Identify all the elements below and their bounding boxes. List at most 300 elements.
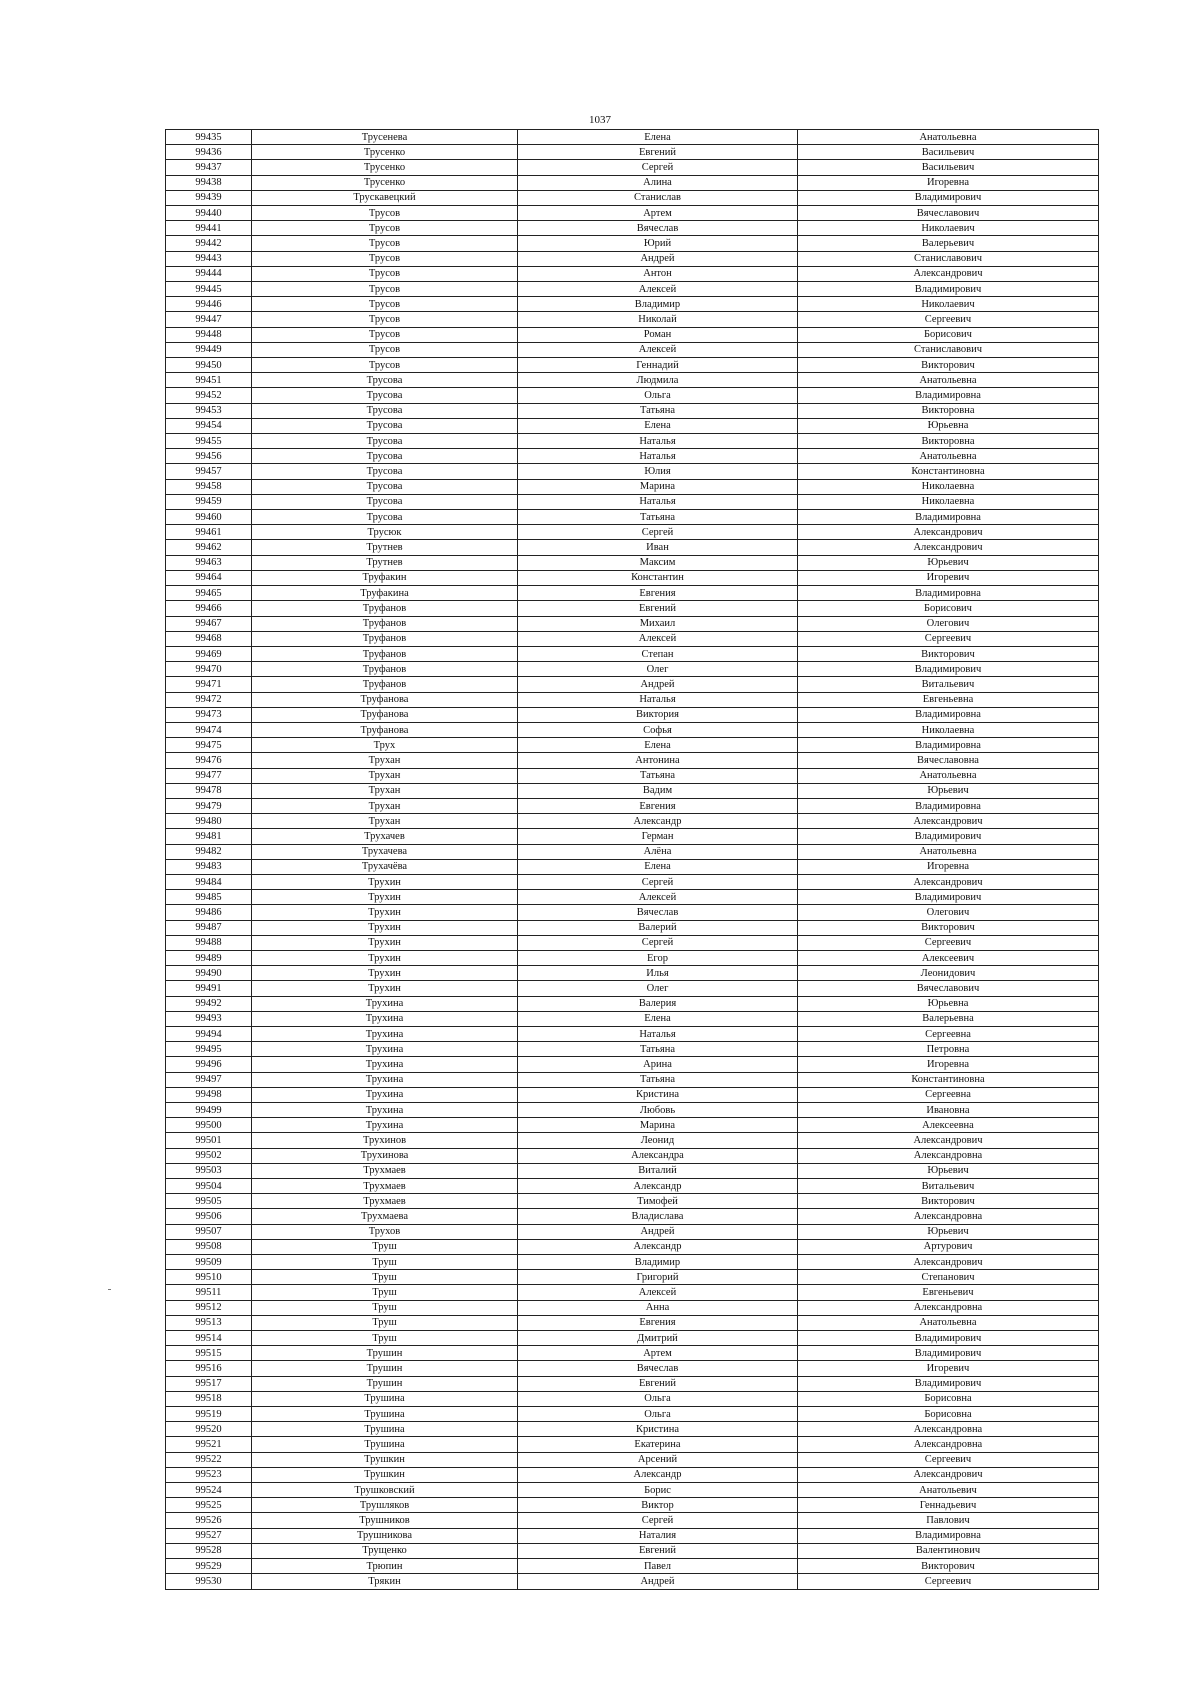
patronymic-cell: Викторович <box>798 1559 1099 1574</box>
last-name-cell: Трухачёва <box>252 859 518 874</box>
last-name-cell: Труш <box>252 1331 518 1346</box>
last-name-cell: Трусова <box>252 373 518 388</box>
first-name-cell: Станислав <box>518 190 798 205</box>
last-name-cell: Трухмаев <box>252 1163 518 1178</box>
patronymic-cell: Анатольевна <box>798 768 1099 783</box>
patronymic-cell: Анатольевич <box>798 1483 1099 1498</box>
record-number-cell: 99520 <box>166 1422 252 1437</box>
last-name-cell: Трухан <box>252 814 518 829</box>
first-name-cell: Кристина <box>518 1422 798 1437</box>
table-row <box>166 1483 1099 1498</box>
scan-speck <box>108 1289 111 1290</box>
first-name-cell: Андрей <box>518 1574 798 1589</box>
first-name-cell: Юрий <box>518 236 798 251</box>
first-name-cell: Владислава <box>518 1209 798 1224</box>
table-row <box>166 1300 1099 1315</box>
table-row <box>166 236 1099 251</box>
table-row <box>166 1315 1099 1330</box>
record-number-cell: 99492 <box>166 996 252 1011</box>
first-name-cell: Михаил <box>518 616 798 631</box>
last-name-cell: Труфанова <box>252 707 518 722</box>
last-name-cell: Трухин <box>252 981 518 996</box>
patronymic-cell: Валерьевна <box>798 1011 1099 1026</box>
first-name-cell: Владимир <box>518 1255 798 1270</box>
first-name-cell: Евгений <box>518 145 798 160</box>
first-name-cell: Наталья <box>518 1026 798 1041</box>
first-name-cell: Валерия <box>518 996 798 1011</box>
table-row <box>166 327 1099 342</box>
last-name-cell: Трусенко <box>252 175 518 190</box>
table-row <box>166 130 1099 145</box>
record-number-cell: 99494 <box>166 1026 252 1041</box>
last-name-cell: Трухмаев <box>252 1194 518 1209</box>
record-number-cell: 99514 <box>166 1331 252 1346</box>
last-name-cell: Трушин <box>252 1361 518 1376</box>
table-row <box>166 905 1099 920</box>
record-number-cell: 99438 <box>166 175 252 190</box>
table-row <box>166 1361 1099 1376</box>
record-number-cell: 99453 <box>166 403 252 418</box>
patronymic-cell: Сергеевич <box>798 312 1099 327</box>
table-row <box>166 1498 1099 1513</box>
table-row <box>166 1255 1099 1270</box>
patronymic-cell: Сергеевна <box>798 1026 1099 1041</box>
table-row <box>166 966 1099 981</box>
last-name-cell: Труфанов <box>252 601 518 616</box>
record-number-cell: 99496 <box>166 1057 252 1072</box>
table-row <box>166 1513 1099 1528</box>
table-row <box>166 510 1099 525</box>
record-number-cell: 99445 <box>166 282 252 297</box>
last-name-cell: Трухин <box>252 890 518 905</box>
table-row <box>166 1209 1099 1224</box>
record-number-cell: 99466 <box>166 601 252 616</box>
last-name-cell: Трухан <box>252 798 518 813</box>
table-row <box>166 373 1099 388</box>
table-row <box>166 1346 1099 1361</box>
patronymic-cell: Васильевич <box>798 145 1099 160</box>
table-row <box>166 494 1099 509</box>
table-row <box>166 434 1099 449</box>
patronymic-cell: Александрович <box>798 1467 1099 1482</box>
first-name-cell: Сергей <box>518 160 798 175</box>
record-number-cell: 99513 <box>166 1315 252 1330</box>
table-row <box>166 403 1099 418</box>
record-number-cell: 99459 <box>166 494 252 509</box>
last-name-cell: Трухинова <box>252 1148 518 1163</box>
last-name-cell: Трухина <box>252 1087 518 1102</box>
last-name-cell: Трякин <box>252 1574 518 1589</box>
last-name-cell: Трухина <box>252 1103 518 1118</box>
record-number-cell: 99517 <box>166 1376 252 1391</box>
table-row <box>166 1331 1099 1346</box>
patronymic-cell: Анатольевна <box>798 373 1099 388</box>
patronymic-cell: Владимирович <box>798 829 1099 844</box>
record-number-cell: 99522 <box>166 1452 252 1467</box>
record-number-cell: 99447 <box>166 312 252 327</box>
patronymic-cell: Владимировна <box>798 586 1099 601</box>
patronymic-cell: Сергеевич <box>798 1574 1099 1589</box>
patronymic-cell: Александрович <box>798 1255 1099 1270</box>
first-name-cell: Алексей <box>518 342 798 357</box>
first-name-cell: Александр <box>518 1239 798 1254</box>
first-name-cell: Олег <box>518 662 798 677</box>
patronymic-cell: Витальевич <box>798 1179 1099 1194</box>
patronymic-cell: Николаевич <box>798 221 1099 236</box>
last-name-cell: Труфанов <box>252 677 518 692</box>
record-number-cell: 99463 <box>166 555 252 570</box>
record-number-cell: 99521 <box>166 1437 252 1452</box>
patronymic-cell: Викторовна <box>798 434 1099 449</box>
patronymic-cell: Олегович <box>798 616 1099 631</box>
first-name-cell: Артем <box>518 1346 798 1361</box>
first-name-cell: Арсений <box>518 1452 798 1467</box>
record-number-cell: 99465 <box>166 586 252 601</box>
table-row <box>166 1452 1099 1467</box>
record-number-cell: 99516 <box>166 1361 252 1376</box>
table-row <box>166 996 1099 1011</box>
table-row <box>166 251 1099 266</box>
last-name-cell: Трухина <box>252 1042 518 1057</box>
patronymic-cell: Валентинович <box>798 1543 1099 1558</box>
table-row <box>166 1574 1099 1589</box>
patronymic-cell: Станиславович <box>798 342 1099 357</box>
first-name-cell: Екатерина <box>518 1437 798 1452</box>
last-name-cell: Трусов <box>252 282 518 297</box>
patronymic-cell: Александровна <box>798 1422 1099 1437</box>
first-name-cell: Андрей <box>518 677 798 692</box>
record-number-cell: 99489 <box>166 950 252 965</box>
first-name-cell: Евгений <box>518 1543 798 1558</box>
patronymic-cell: Сергеевич <box>798 935 1099 950</box>
table-row <box>166 768 1099 783</box>
patronymic-cell: Александровна <box>798 1209 1099 1224</box>
last-name-cell: Трусов <box>252 206 518 221</box>
table-row <box>166 890 1099 905</box>
table-row <box>166 874 1099 889</box>
table-row <box>166 570 1099 585</box>
patronymic-cell: Сергеевич <box>798 1452 1099 1467</box>
record-number-cell: 99505 <box>166 1194 252 1209</box>
patronymic-cell: Юрьевна <box>798 996 1099 1011</box>
first-name-cell: Татьяна <box>518 768 798 783</box>
patronymic-cell: Николаевна <box>798 479 1099 494</box>
last-name-cell: Трухин <box>252 966 518 981</box>
patronymic-cell: Борисовна <box>798 1407 1099 1422</box>
record-number-cell: 99472 <box>166 692 252 707</box>
table-row <box>166 707 1099 722</box>
patronymic-cell: Петровна <box>798 1042 1099 1057</box>
last-name-cell: Трущенко <box>252 1543 518 1558</box>
record-number-cell: 99477 <box>166 768 252 783</box>
last-name-cell: Трусенко <box>252 145 518 160</box>
last-name-cell: Трушникова <box>252 1528 518 1543</box>
first-name-cell: Ольга <box>518 1391 798 1406</box>
patronymic-cell: Юрьевич <box>798 555 1099 570</box>
last-name-cell: Трухин <box>252 920 518 935</box>
first-name-cell: Сергей <box>518 874 798 889</box>
record-number-cell: 99479 <box>166 798 252 813</box>
table-row <box>166 1224 1099 1239</box>
patronymic-cell: Владимировна <box>798 510 1099 525</box>
last-name-cell: Трушина <box>252 1437 518 1452</box>
first-name-cell: Юлия <box>518 464 798 479</box>
record-number-cell: 99515 <box>166 1346 252 1361</box>
first-name-cell: Тимофей <box>518 1194 798 1209</box>
first-name-cell: Иван <box>518 540 798 555</box>
first-name-cell: Евгения <box>518 1315 798 1330</box>
first-name-cell: Евгения <box>518 798 798 813</box>
table-row <box>166 1087 1099 1102</box>
first-name-cell: Константин <box>518 570 798 585</box>
last-name-cell: Трухан <box>252 768 518 783</box>
patronymic-cell: Юрьевич <box>798 783 1099 798</box>
registry-table <box>165 129 1099 1590</box>
record-number-cell: 99451 <box>166 373 252 388</box>
record-number-cell: 99446 <box>166 297 252 312</box>
first-name-cell: Марина <box>518 1118 798 1133</box>
last-name-cell: Трухмаев <box>252 1179 518 1194</box>
last-name-cell: Трухмаева <box>252 1209 518 1224</box>
first-name-cell: Олег <box>518 981 798 996</box>
first-name-cell: Леонид <box>518 1133 798 1148</box>
first-name-cell: Евгений <box>518 1376 798 1391</box>
first-name-cell: Софья <box>518 722 798 737</box>
last-name-cell: Трусов <box>252 266 518 281</box>
first-name-cell: Алексей <box>518 631 798 646</box>
first-name-cell: Антонина <box>518 753 798 768</box>
record-number-cell: 99509 <box>166 1255 252 1270</box>
first-name-cell: Сергей <box>518 935 798 950</box>
table-row <box>166 1422 1099 1437</box>
last-name-cell: Трусенева <box>252 130 518 145</box>
record-number-cell: 99443 <box>166 251 252 266</box>
table-row <box>166 1057 1099 1072</box>
first-name-cell: Евгения <box>518 586 798 601</box>
first-name-cell: Татьяна <box>518 510 798 525</box>
record-number-cell: 99483 <box>166 859 252 874</box>
patronymic-cell: Павлович <box>798 1513 1099 1528</box>
table-row <box>166 646 1099 661</box>
record-number-cell: 99498 <box>166 1087 252 1102</box>
patronymic-cell: Владимирович <box>798 1376 1099 1391</box>
record-number-cell: 99450 <box>166 358 252 373</box>
table-row <box>166 1376 1099 1391</box>
record-number-cell: 99511 <box>166 1285 252 1300</box>
patronymic-cell: Юрьевич <box>798 1224 1099 1239</box>
record-number-cell: 99469 <box>166 646 252 661</box>
last-name-cell: Трухинов <box>252 1133 518 1148</box>
last-name-cell: Труфанова <box>252 692 518 707</box>
table-row <box>166 540 1099 555</box>
last-name-cell: Труфанов <box>252 631 518 646</box>
patronymic-cell: Владимировна <box>798 798 1099 813</box>
record-number-cell: 99493 <box>166 1011 252 1026</box>
record-number-cell: 99480 <box>166 814 252 829</box>
patronymic-cell: Анатольевна <box>798 449 1099 464</box>
record-number-cell: 99458 <box>166 479 252 494</box>
last-name-cell: Труфанова <box>252 722 518 737</box>
last-name-cell: Трухин <box>252 935 518 950</box>
patronymic-cell: Игоревна <box>798 859 1099 874</box>
first-name-cell: Алексей <box>518 282 798 297</box>
first-name-cell: Андрей <box>518 1224 798 1239</box>
last-name-cell: Труш <box>252 1239 518 1254</box>
record-number-cell: 99518 <box>166 1391 252 1406</box>
first-name-cell: Александр <box>518 1467 798 1482</box>
patronymic-cell: Артурович <box>798 1239 1099 1254</box>
table-row <box>166 221 1099 236</box>
last-name-cell: Трусова <box>252 388 518 403</box>
first-name-cell: Вячеслав <box>518 1361 798 1376</box>
patronymic-cell: Владимировна <box>798 707 1099 722</box>
first-name-cell: Валерий <box>518 920 798 935</box>
record-number-cell: 99530 <box>166 1574 252 1589</box>
last-name-cell: Трусова <box>252 449 518 464</box>
last-name-cell: Трушина <box>252 1422 518 1437</box>
record-number-cell: 99506 <box>166 1209 252 1224</box>
record-number-cell: 99487 <box>166 920 252 935</box>
last-name-cell: Трухан <box>252 753 518 768</box>
first-name-cell: Наталия <box>518 1528 798 1543</box>
record-number-cell: 99526 <box>166 1513 252 1528</box>
patronymic-cell: Валерьевич <box>798 236 1099 251</box>
table-row <box>166 935 1099 950</box>
last-name-cell: Трускавецкий <box>252 190 518 205</box>
table-row <box>166 1011 1099 1026</box>
table-row <box>166 418 1099 433</box>
record-number-cell: 99499 <box>166 1103 252 1118</box>
patronymic-cell: Станиславович <box>798 251 1099 266</box>
first-name-cell: Кристина <box>518 1087 798 1102</box>
table-row <box>166 950 1099 965</box>
last-name-cell: Трусов <box>252 342 518 357</box>
first-name-cell: Виталий <box>518 1163 798 1178</box>
first-name-cell: Борис <box>518 1483 798 1498</box>
last-name-cell: Трухина <box>252 1026 518 1041</box>
first-name-cell: Егор <box>518 950 798 965</box>
last-name-cell: Трусова <box>252 403 518 418</box>
table-row <box>166 662 1099 677</box>
table-row <box>166 1163 1099 1178</box>
record-number-cell: 99512 <box>166 1300 252 1315</box>
first-name-cell: Роман <box>518 327 798 342</box>
first-name-cell: Геннадий <box>518 358 798 373</box>
last-name-cell: Трусов <box>252 221 518 236</box>
patronymic-cell: Игоревич <box>798 570 1099 585</box>
record-number-cell: 99482 <box>166 844 252 859</box>
table-row <box>166 692 1099 707</box>
table-row <box>166 844 1099 859</box>
record-number-cell: 99507 <box>166 1224 252 1239</box>
table-row <box>166 206 1099 221</box>
last-name-cell: Трусюк <box>252 525 518 540</box>
last-name-cell: Трухина <box>252 1011 518 1026</box>
last-name-cell: Труш <box>252 1285 518 1300</box>
patronymic-cell: Вячеславовна <box>798 753 1099 768</box>
first-name-cell: Анна <box>518 1300 798 1315</box>
patronymic-cell: Борисовна <box>798 1391 1099 1406</box>
patronymic-cell: Ивановна <box>798 1103 1099 1118</box>
last-name-cell: Труш <box>252 1270 518 1285</box>
patronymic-cell: Константиновна <box>798 464 1099 479</box>
last-name-cell: Трусова <box>252 494 518 509</box>
last-name-cell: Трухачева <box>252 844 518 859</box>
table-row <box>166 738 1099 753</box>
patronymic-cell: Сергеевич <box>798 631 1099 646</box>
patronymic-cell: Владимирович <box>798 662 1099 677</box>
table-row <box>166 464 1099 479</box>
first-name-cell: Илья <box>518 966 798 981</box>
patronymic-cell: Борисович <box>798 327 1099 342</box>
record-number-cell: 99460 <box>166 510 252 525</box>
record-number-cell: 99481 <box>166 829 252 844</box>
table-row <box>166 1239 1099 1254</box>
table-row <box>166 449 1099 464</box>
patronymic-cell: Алексеевич <box>798 950 1099 965</box>
record-number-cell: 99471 <box>166 677 252 692</box>
record-number-cell: 99504 <box>166 1179 252 1194</box>
table-row <box>166 479 1099 494</box>
patronymic-cell: Вячеславович <box>798 981 1099 996</box>
first-name-cell: Наталья <box>518 692 798 707</box>
patronymic-cell: Александровна <box>798 1148 1099 1163</box>
first-name-cell: Виктория <box>518 707 798 722</box>
last-name-cell: Трухина <box>252 1057 518 1072</box>
first-name-cell: Максим <box>518 555 798 570</box>
page-number: 1037 <box>589 114 611 126</box>
table-row <box>166 1559 1099 1574</box>
record-number-cell: 99488 <box>166 935 252 950</box>
record-number-cell: 99486 <box>166 905 252 920</box>
patronymic-cell: Владимирович <box>798 282 1099 297</box>
first-name-cell: Наталья <box>518 494 798 509</box>
table-row <box>166 342 1099 357</box>
patronymic-cell: Васильевич <box>798 160 1099 175</box>
last-name-cell: Трусов <box>252 297 518 312</box>
table-row <box>166 586 1099 601</box>
record-number-cell: 99510 <box>166 1270 252 1285</box>
patronymic-cell: Александровна <box>798 1437 1099 1452</box>
patronymic-cell: Владимировна <box>798 388 1099 403</box>
patronymic-cell: Олегович <box>798 905 1099 920</box>
first-name-cell: Елена <box>518 130 798 145</box>
last-name-cell: Трухин <box>252 950 518 965</box>
patronymic-cell: Викторович <box>798 358 1099 373</box>
first-name-cell: Татьяна <box>518 1072 798 1087</box>
last-name-cell: Трух <box>252 738 518 753</box>
first-name-cell: Елена <box>518 859 798 874</box>
table-row <box>166 798 1099 813</box>
table-row <box>166 1194 1099 1209</box>
first-name-cell: Андрей <box>518 251 798 266</box>
last-name-cell: Труш <box>252 1315 518 1330</box>
table-row <box>166 677 1099 692</box>
record-number-cell: 99474 <box>166 722 252 737</box>
patronymic-cell: Анатольевна <box>798 844 1099 859</box>
last-name-cell: Труш <box>252 1300 518 1315</box>
last-name-cell: Трусов <box>252 236 518 251</box>
last-name-cell: Трусова <box>252 479 518 494</box>
patronymic-cell: Николаевич <box>798 297 1099 312</box>
table-row <box>166 1437 1099 1452</box>
patronymic-cell: Владимирович <box>798 190 1099 205</box>
first-name-cell: Алёна <box>518 844 798 859</box>
record-number-cell: 99448 <box>166 327 252 342</box>
table-row <box>166 859 1099 874</box>
table-row <box>166 312 1099 327</box>
last-name-cell: Трухина <box>252 1072 518 1087</box>
